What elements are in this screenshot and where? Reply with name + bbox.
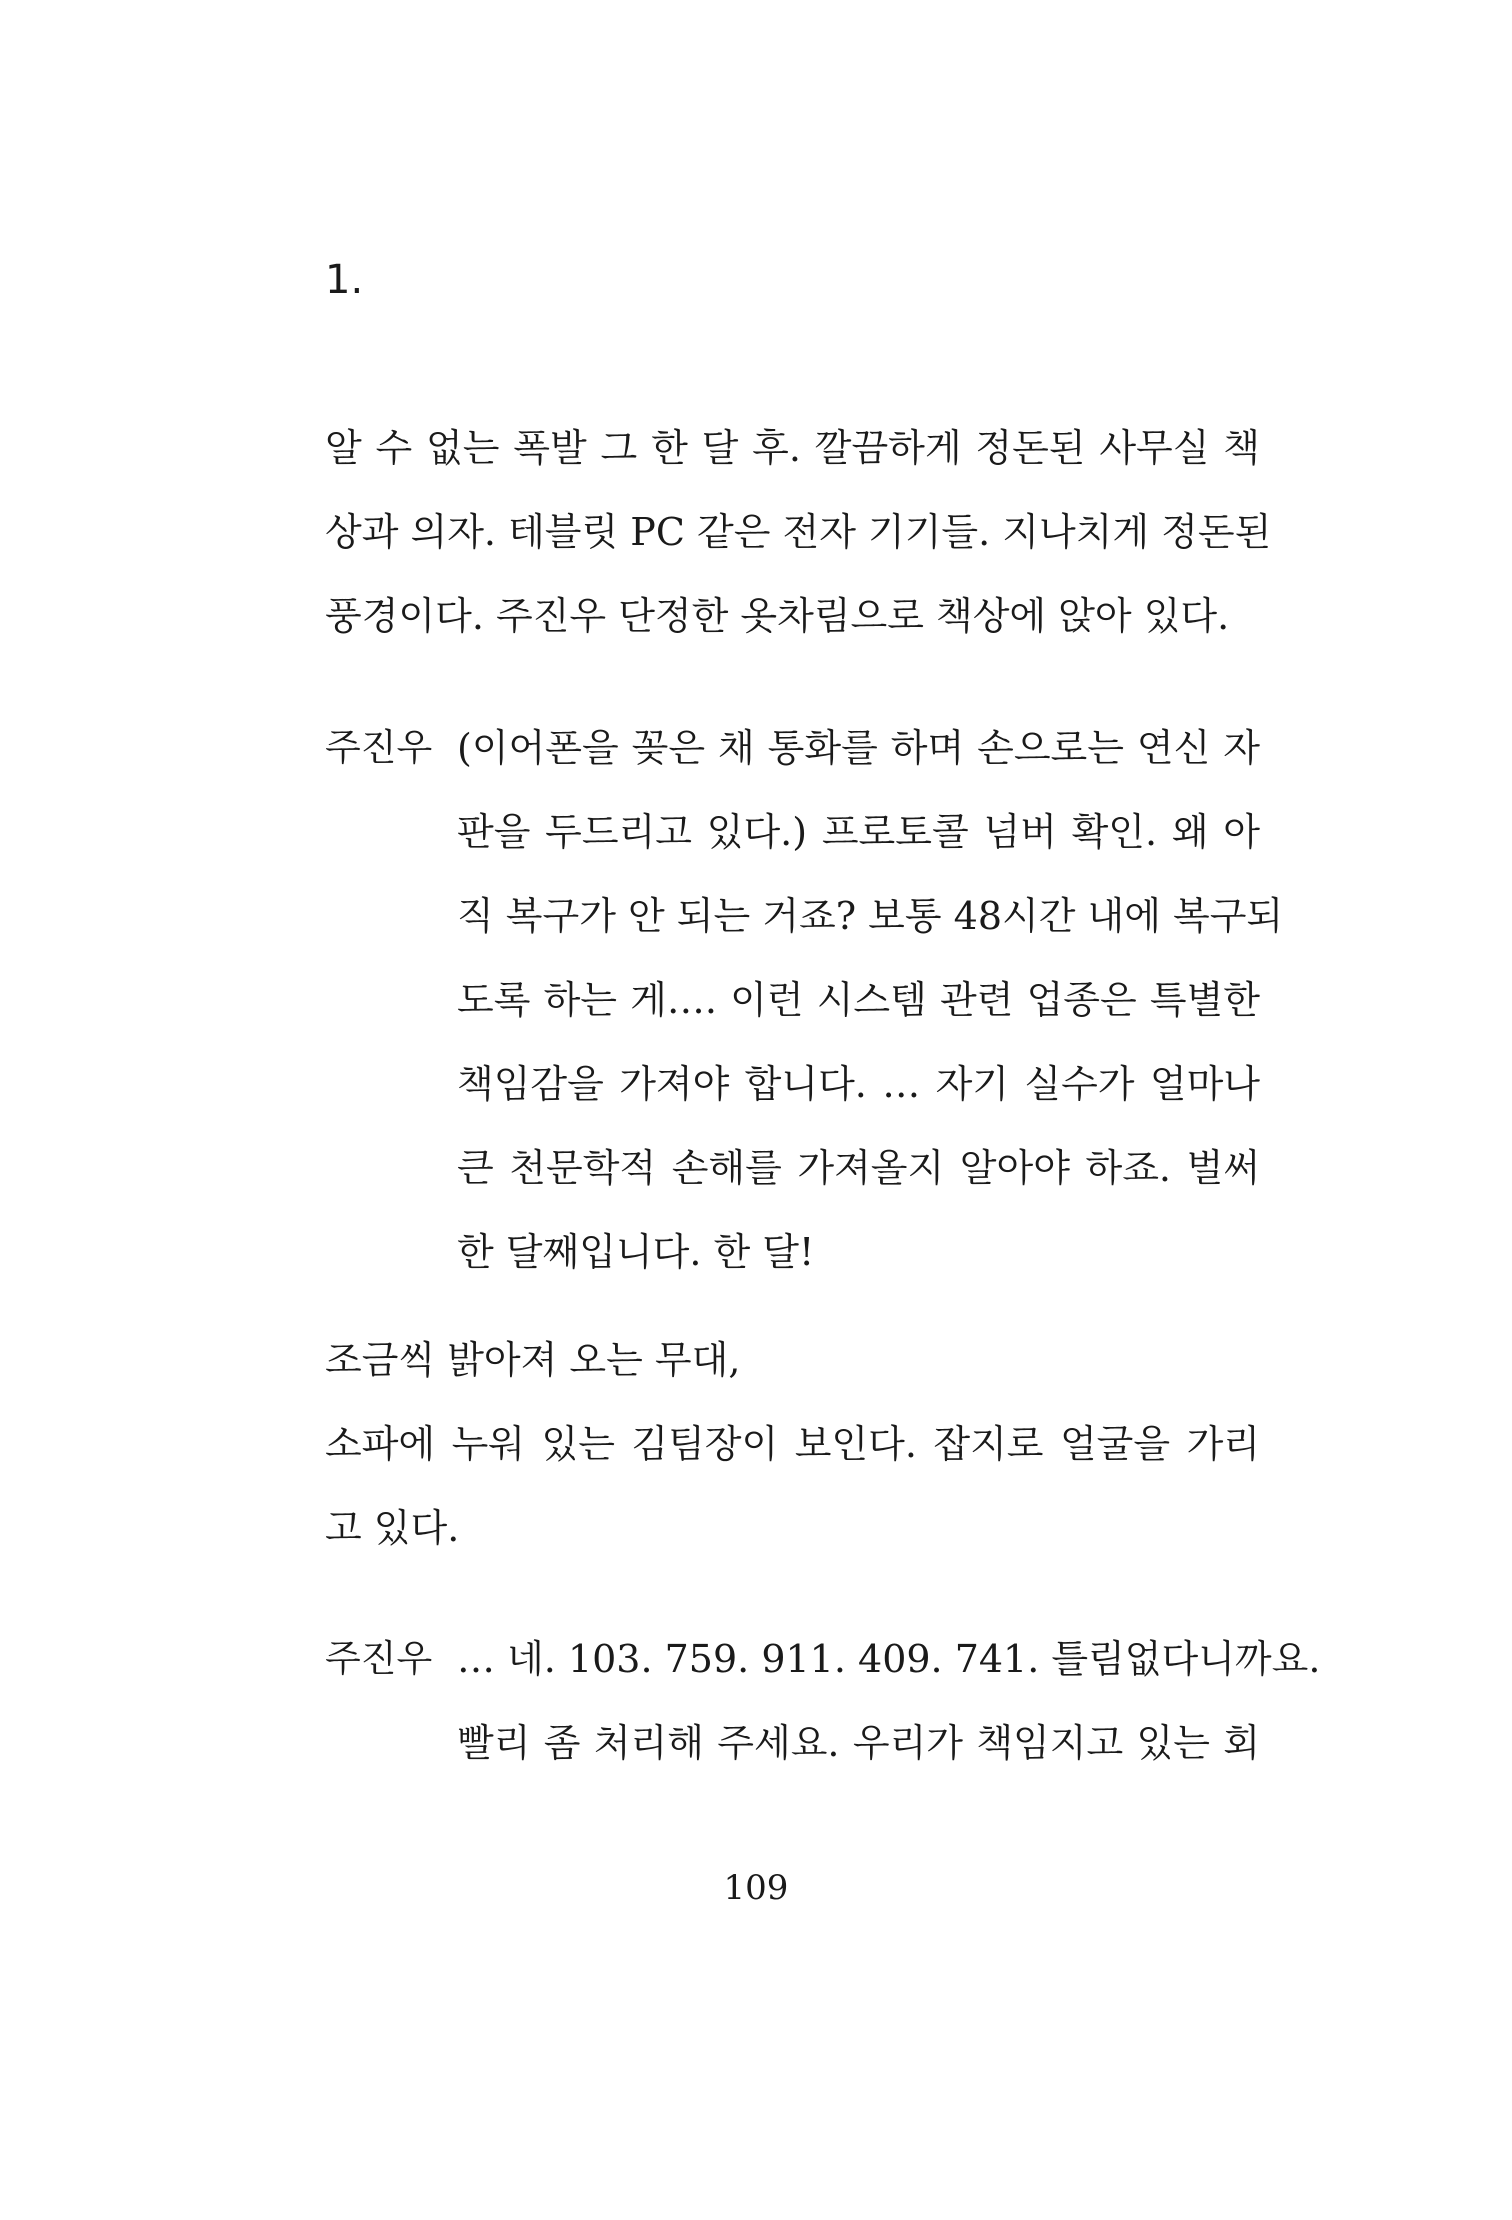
dialogue-line: 큰 천문학적 손해를 가져올지 알아야 하죠. 벌써 <box>457 1146 1260 1190</box>
dialogue-line: 책임감을 가져야 합니다. … 자기 실수가 얼마나 <box>457 1062 1260 1106</box>
dialogue-line: 한 달째입니다. 한 달! <box>457 1230 815 1274</box>
stage-direction-1 <box>325 406 1272 658</box>
stage-direction-line: 조금씩 밝아져 오는 무대, <box>325 1338 741 1382</box>
stage-direction-2 <box>325 1318 1260 1570</box>
stage-direction-line: 소파에 누워 있는 김팀장이 보인다. 잡지로 얼굴을 가리 <box>325 1422 1260 1466</box>
speaker-name: 주진우 <box>325 726 433 769</box>
dialogue-line: 빨리 좀 처리해 주세요. 우리가 책임지고 있는 회 <box>457 1721 1260 1765</box>
stage-direction-line: 풍경이다. 주진우 단정한 옷차림으로 책상에 앉아 있다. <box>325 594 1230 638</box>
dialogue-speech <box>457 1617 1321 1785</box>
dialogue-line: 직 복구가 안 되는 거죠? 보통 48시간 내에 복구되 <box>457 894 1284 938</box>
page-number: 109 <box>723 1868 789 1908</box>
dialogue-line: 도록 하는 게…. 이런 시스템 관련 업종은 특별한 <box>457 978 1260 1022</box>
stage-direction-line: 알 수 없는 폭발 그 한 달 후. 깔끔하게 정돈된 사무실 책 <box>325 426 1260 470</box>
scene-number: 1. <box>325 257 364 303</box>
dialogue-line: (이어폰을 꽂은 채 통화를 하며 손으로는 연신 자 <box>457 726 1260 770</box>
dialogue-speech <box>457 706 1284 1294</box>
stage-direction-line: 고 있다. <box>325 1506 460 1550</box>
dialogue-line: … 네. 103. 759. 911. 409. 741. 틀림없다니까요. <box>457 1637 1321 1681</box>
stage-direction-line: 상과 의자. 테블릿 PC 같은 전자 기기들. 지나치게 정돈된 <box>325 510 1272 554</box>
dialogue-block-1 <box>325 706 1284 1294</box>
speaker-name: 주진우 <box>325 1637 433 1680</box>
dialogue-line: 판을 두드리고 있다.) 프로토콜 넘버 확인. 왜 아 <box>457 810 1260 854</box>
dialogue-block-2 <box>325 1617 1321 1785</box>
